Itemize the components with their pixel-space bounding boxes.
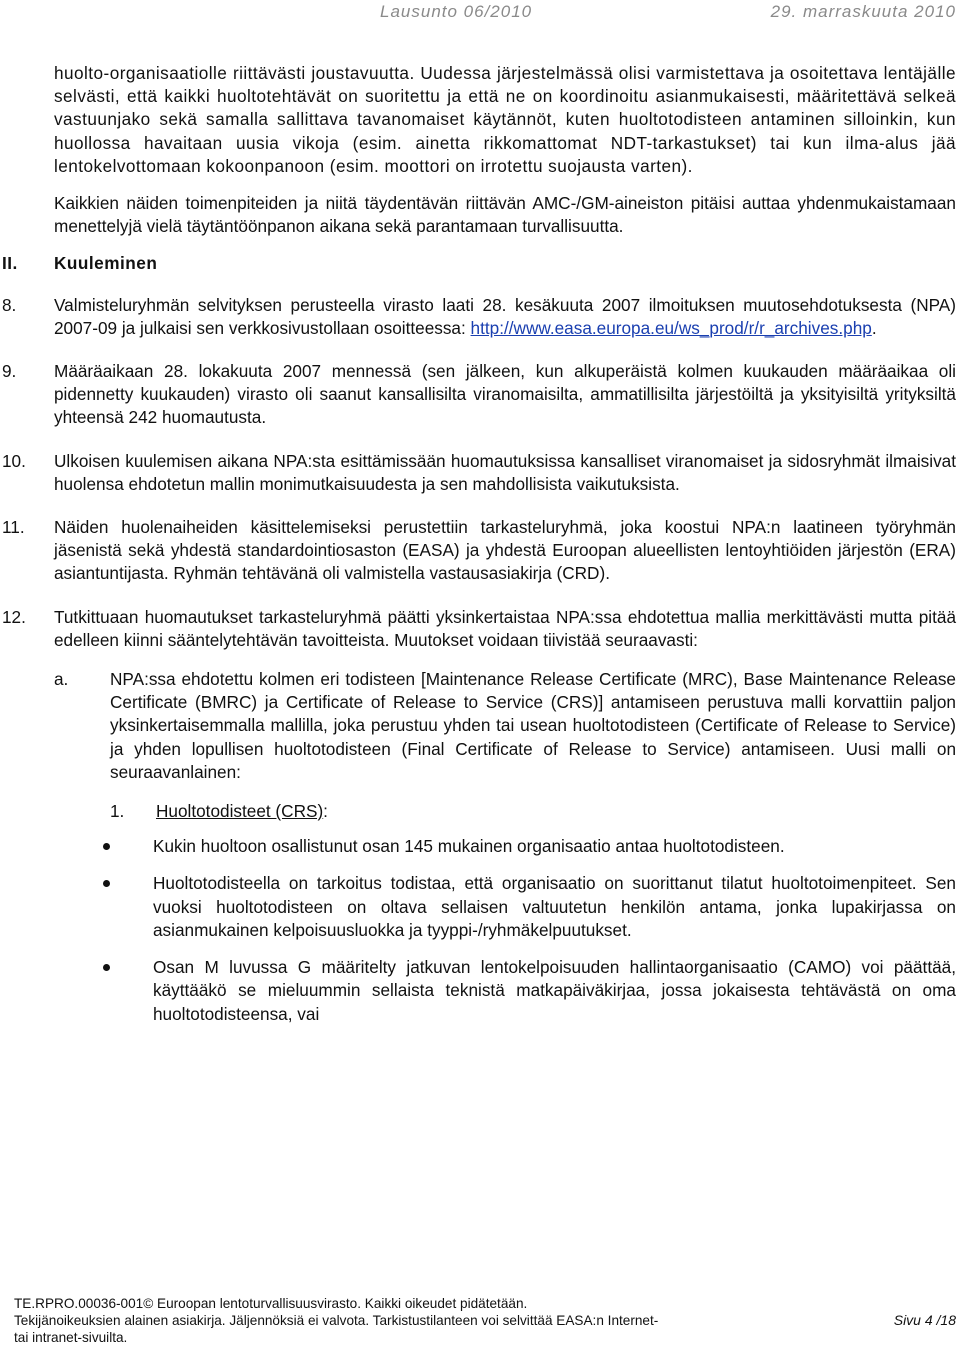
paragraph-10 [2, 450, 956, 496]
document-title: Lausunto 06/2010 [380, 2, 533, 21]
paragraph-11 [2, 516, 956, 586]
paragraph-number: 11. [2, 517, 25, 538]
document-body [2, 62, 956, 1046]
paragraph-number: 10. [2, 450, 26, 471]
paragraph-text: Määräaikaan 28. lokakuuta 2007 mennessä (sen jälkeen, kun alkuperäistä kolmen kuukauden määräaikaa oli pidennetty kuukauden) virasto oli saanut kansallisilta viranomaisilta, ammatillisilta järjestöiltä ja yksityisiltä yrityksiltä yhteensä 242 huomautusta. [54, 361, 956, 428]
subitem-number: 1. [110, 801, 125, 822]
section-number: II. [2, 253, 18, 274]
bullet-item [153, 956, 956, 1026]
paragraph-8 [2, 294, 956, 340]
paragraph-number: 9. [2, 361, 17, 382]
bullet-text: Kukin huoltoon osallistunut osan 145 mukainen organisaatio antaa huoltotodisteen. [153, 836, 785, 857]
subparagraph-letter: a. [54, 669, 69, 690]
paragraph-text: Näiden huolenaiheiden käsittelemiseksi perustettiin tarkasteluryhmä, joka koostui NPA:n laatineen työryhmän jäsenistä sekä yhdestä standardointiosaston (EASA) ja yhdestä Euroopan alueellisten lentoyhtiöiden järjestön (ERA) asiantuntijasta. Ryhmän tehtävänä oli valmistella vastausasiakirja (CRD). [54, 517, 956, 584]
paragraph-number: 8. [2, 294, 17, 315]
bullet-icon [103, 880, 110, 887]
section-title: Kuuleminen [54, 253, 158, 274]
footer-notice-continued: tai intranet-sivuilta. [14, 1330, 128, 1345]
bullet-list [153, 835, 956, 1025]
subparagraph-a [54, 668, 956, 823]
section-heading [2, 252, 956, 275]
bullet-item [153, 872, 956, 942]
intro-paragraph: huolto-organisaatiolle riittävästi joustavuutta. Uudessa järjestelmässä olisi varmistettava ja osoitettava lentäjälle selvästi, että kaikki huoltotehtävät on suoritettu ja että ne on koordinoitu asianmukaisesti, määritettävä selkeä vastuunjako sekä samalla sallittava tavanomaiset käytännöt, kuten huoltotodisteen antaminen silloinkin, kun huollossa havaitaan uusia vikoja (esim. ainetta rikkomattomat NDT-tarkastukset) tai kun ilma-alus jää lentokelvottomaan kokoonpanoon (esim. moottori on irrotettu suojausta varten). [54, 63, 956, 176]
bullet-text: Osan M luvussa G määritelty jatkuvan lentokelpoisuuden hallintaorganisaatio (CAMO) voi päättää, käyttääkö se mieluummin sellaista teknistä matkapäiväkirjaa, jossa jokaisesta tehtävästä on oma huoltotodisteensa, vai [153, 957, 956, 1024]
subitem-title: Huoltotodisteet (CRS) [156, 801, 324, 822]
amc-paragraph: Kaikkien näiden toimenpiteiden ja niitä täydentävän riittävän AMC-/GM-aineiston pitäisi auttaa yhdenmukaistamaan menettelyjä vielä täytäntöönpanon aikana sekä parantamaan turvallisuutta. [54, 193, 956, 237]
subitem-1: 1. Huoltotodisteet (CRS): [156, 800, 956, 823]
bullet-icon [103, 843, 110, 850]
paragraph-text: Valmisteluryhmän selvityksen perusteella virasto laati 28. kesäkuuta 2007 ilmoituksen muutosehdotuksesta (NPA) 2007-09 ja julkaisi sen verkkosivustollaan osoitteessa: http://www.easa.europa.eu/ws_prod/r/r_archives.php. [54, 294, 956, 338]
document-date: 29. marraskuuta 2010 [770, 2, 956, 21]
page-number: Sivu 4 /18 [893, 1312, 956, 1328]
bullet-icon [103, 964, 110, 971]
footer-copyright: TE.RPRO.00036-001© Euroopan lentoturvallisuusvirasto. Kaikki oikeudet pidätetään. [14, 1296, 528, 1311]
bullet-text: Huoltotodisteella on tarkoitus todistaa, että organisaatio on suorittanut tilatut huoltotoimenpiteet. Sen vuoksi huoltotodisteen on oltava sellaisen valtuutetun henkilön antama, jonka lupakirjassa on asianmukainen kelpoisuusluokka ja tyyppi-/ryhmäkelpuutukset. [153, 873, 956, 940]
paragraph-number: 12. [2, 606, 26, 627]
paragraph-9 [2, 360, 956, 430]
footer-notice: Tekijänoikeuksien alainen asiakirja. Jäljennöksiä ei valvota. Tarkistustilanteen voi selvittää EASA:n Internet- [14, 1313, 659, 1328]
paragraph-text: Tutkittuaan huomautukset tarkasteluryhmä päätti yksinkertaistaa NPA:ssa ehdotettua mallia merkittävästi mutta pitää edelleen kiinni sääntelytehtävän tavoitteista. Muutokset voidaan tiivistää seuraavasti: [54, 606, 956, 650]
page-header [0, 0, 960, 28]
paragraph-text: Ulkoisen kuulemisen aikana NPA:sta esittämissään huomautuksissa kansalliset viranomaiset ja sidosryhmät ilmaisivat huolensa ehdotetun mallin monimutkaisuudesta ja sen mahdollisista vaikutuksista. [54, 450, 956, 494]
bullet-item [153, 835, 956, 858]
archive-link[interactable]: http://www.easa.europa.eu/ws_prod/r/r_archives.php [470, 317, 872, 338]
subparagraph-text: NPA:ssa ehdotettu kolmen eri todisteen [Maintenance Release Certificate (MRC), Base Maintenance Release Certificate (BMRC) ja Certificate of Release to Service (CRS)] antamiseen perustuva malli korvattiin paljon yksinkertaisemmalla mallilla, joka perustuu yhden tai usean huoltotodisteen (Certificate of Release to Service) ja yhden lopullisen huoltotodisteen (Final Certificate of Release to Service) antamiseen. Uusi malli on seuraavanlainen: [110, 669, 956, 782]
paragraph-12 [2, 606, 956, 1026]
page-footer [14, 1295, 956, 1346]
